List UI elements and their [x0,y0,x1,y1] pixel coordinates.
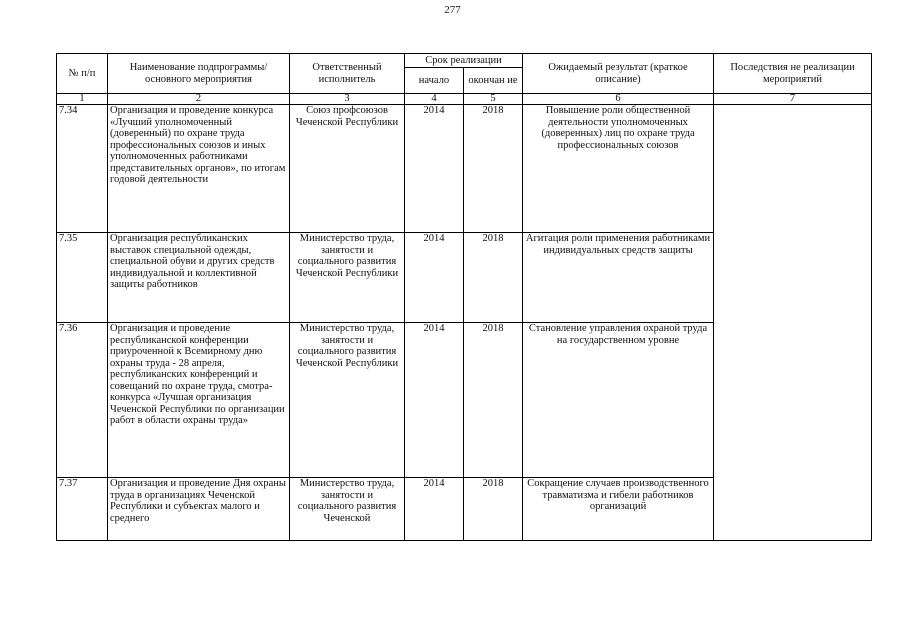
end-year: 2018 [464,105,523,233]
index-cell: 6 [523,94,714,105]
header-start: начало [405,68,464,94]
row-number: 7.37 [57,478,108,541]
activities-table [56,53,872,541]
header-executor: Ответственный исполнитель [290,54,405,94]
header-consequences: Последствия не реализации мероприятий [714,54,872,94]
start-year: 2014 [405,105,464,233]
table-row [57,105,872,233]
row-number: 7.35 [57,233,108,323]
header-term: Срок реализации [405,54,523,68]
activity-name: Организация и проведение конкурса «Лучший уполномоченный (доверенный) по охране труда профессиональных союзов и иных уполномоченных работниками представительных органов», по итогам годовой деятельности [108,105,290,233]
index-cell: 5 [464,94,523,105]
row-number: 7.36 [57,323,108,478]
header-num: № п/п [57,54,108,94]
end-year: 2018 [464,478,523,541]
index-cell: 3 [290,94,405,105]
activity-name: Организация республиканских выставок специальной одежды, специальной обуви и других средств индивидуальной и коллективной защиты работников [108,233,290,323]
index-cell: 2 [108,94,290,105]
end-year: 2018 [464,233,523,323]
start-year: 2014 [405,233,464,323]
header-result: Ожидаемый результат (краткое описание) [523,54,714,94]
expected-result: Становление управления охраной труда на государственном уровне [523,323,714,478]
activity-name: Организация и проведение республиканской конференции приуроченной к Всемирному дню охраны труда - 28 апреля, республиканских конференций и совещаний по охране труда, смотра-конкурса «Лучшая организация Чеченской Республики по организации работ в области охраны труда» [108,323,290,478]
index-cell: 7 [714,94,872,105]
header-end: окончан ие [464,68,523,94]
end-year: 2018 [464,323,523,478]
header-name: Наименование подпрограммы/ основного мероприятия [108,54,290,94]
expected-result: Агитация роли применения работниками индивидуальных средств защиты [523,233,714,323]
index-cell: 1 [57,94,108,105]
expected-result: Повышение роли общественной деятельности уполномоченных (доверенных) лиц по охране труда профессиональных союзов [523,105,714,233]
expected-result: Сокращение случаев производственного травматизма и гибели работников организаций [523,478,714,541]
activity-name: Организация и проведение Дня охраны труда в организациях Чеченской Республики и субъектах малого и среднего [108,478,290,541]
executor: Министерство труда, занятости и социального развития Чеченской Республики [290,233,405,323]
row-number: 7.34 [57,105,108,233]
executor: Союз профсоюзов Чеченской Республики [290,105,405,233]
index-cell: 4 [405,94,464,105]
executor: Министерство труда, занятости и социального развития Чеченской Республики [290,323,405,478]
consequences-cell [714,105,872,541]
column-index-row [57,94,872,105]
start-year: 2014 [405,323,464,478]
executor: Министерство труда, занятости и социального развития Чеченской [290,478,405,541]
page-number: 277 [444,4,461,16]
start-year: 2014 [405,478,464,541]
